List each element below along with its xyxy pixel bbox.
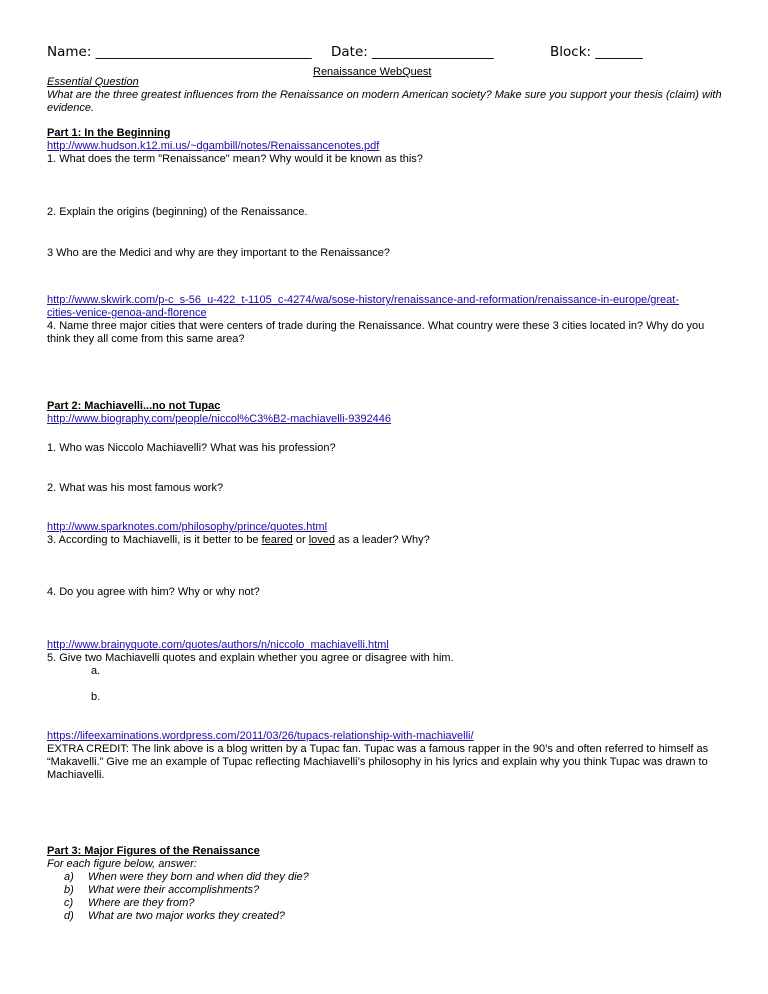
extra-credit-text: EXTRA CREDIT: The link above is a blog written by a Tupac fan. Tupac was a famous rapper in the 90’s and often referred to himself as “Makavelli.” Give me an example of Tupac reflecting Machiavelli’s philosophy in his lyrics and explain why you think Tupac was drawn to Machiavelli. [47, 743, 709, 781]
part2-link-lifeexaminations[interactable]: https://lifeexaminations.wordpress.com/2011/03/26/tupacs-relationship-with-machiavelli/ [47, 730, 474, 742]
part2-question-4: 4. Do you agree with him? Why or why not? [47, 586, 260, 598]
q3-text-end: as a leader? Why? [335, 534, 430, 546]
essential-question-label: Essential Question [47, 76, 139, 88]
list-item: a) When were they born and when did they die? [64, 871, 309, 883]
part1-question-2: 2. Explain the origins (beginning) of the Renaissance. [47, 206, 308, 218]
list-item: c) Where are they from? [64, 897, 195, 909]
part1-question-1: 1. What does the term "Renaissance" mean? Why would it be known as this? [47, 153, 423, 165]
block-field[interactable]: Block: _______ [550, 44, 643, 60]
part1-link-skwirk-cont[interactable]: cities-venice-genoa-and-florence [47, 307, 207, 319]
q3-loved: loved [308, 534, 336, 546]
part1-question-4: 4. Name three major cities that were centers of trade during the Renaissance. What country were these 3 cities located in? Why do you think they all come from this same area? [47, 320, 705, 345]
part2-question-5: 5. Give two Machiavelli quotes and explain whether you agree or disagree with him. [47, 652, 454, 664]
page-title: Renaissance WebQuest [313, 66, 432, 78]
part1-link-renaissance-notes[interactable]: http://www.hudson.k12.mi.us/~dgambill/notes/Renaissancenotes.pdf [47, 140, 380, 152]
q3-text-mid: or [292, 534, 309, 546]
q3-feared: feared [261, 534, 293, 546]
part2-question-1: 1. Who was Niccolo Machiavelli? What was his profession? [47, 442, 336, 454]
part1-link-skwirk[interactable]: http://www.skwirk.com/p-c_s-56_u-422_t-1105_c-4274/wa/sose-history/renaissance-and-reformation/renaissance-in-europe/great- [47, 294, 679, 306]
part2-question-2: 2. What was his most famous work? [47, 482, 224, 494]
date-field[interactable]: Date: __________________ [331, 44, 494, 60]
part1-heading: Part 1: In the Beginning [47, 127, 171, 139]
part2-link-brainyquote[interactable]: http://www.brainyquote.com/quotes/authors/n/niccolo_machiavelli.html [47, 639, 389, 651]
part2-heading: Part 2: Machiavelli...no not Tupac [47, 400, 221, 412]
part3-question-list [64, 871, 309, 923]
answer-b: b. [91, 691, 101, 703]
list-item: d) What are two major works they created? [64, 910, 285, 922]
part3-intro: For each figure below, answer: [47, 858, 197, 870]
list-item: b) What were their accomplishments? [64, 884, 260, 896]
q3-text-start: 3. According to Machiavelli, is it better to be [47, 534, 262, 546]
name-field[interactable]: Name: ________________________________ [47, 44, 312, 60]
essential-question-text: What are the three greatest influences from the Renaissance on modern American society? Make sure you support your thesis (claim) with evidence. [47, 89, 722, 114]
part3-heading: Part 3: Major Figures of the Renaissance [47, 845, 260, 857]
part2-link-biography[interactable]: http://www.biography.com/people/niccol%C3%B2-machiavelli-9392446 [47, 413, 392, 425]
part2-link-sparknotes[interactable]: http://www.sparknotes.com/philosophy/prince/quotes.html [47, 521, 328, 533]
part1-question-3: 3 Who are the Medici and why are they important to the Renaissance? [47, 247, 391, 259]
part2-question-3 [47, 534, 430, 547]
answer-a: a. [91, 665, 101, 677]
